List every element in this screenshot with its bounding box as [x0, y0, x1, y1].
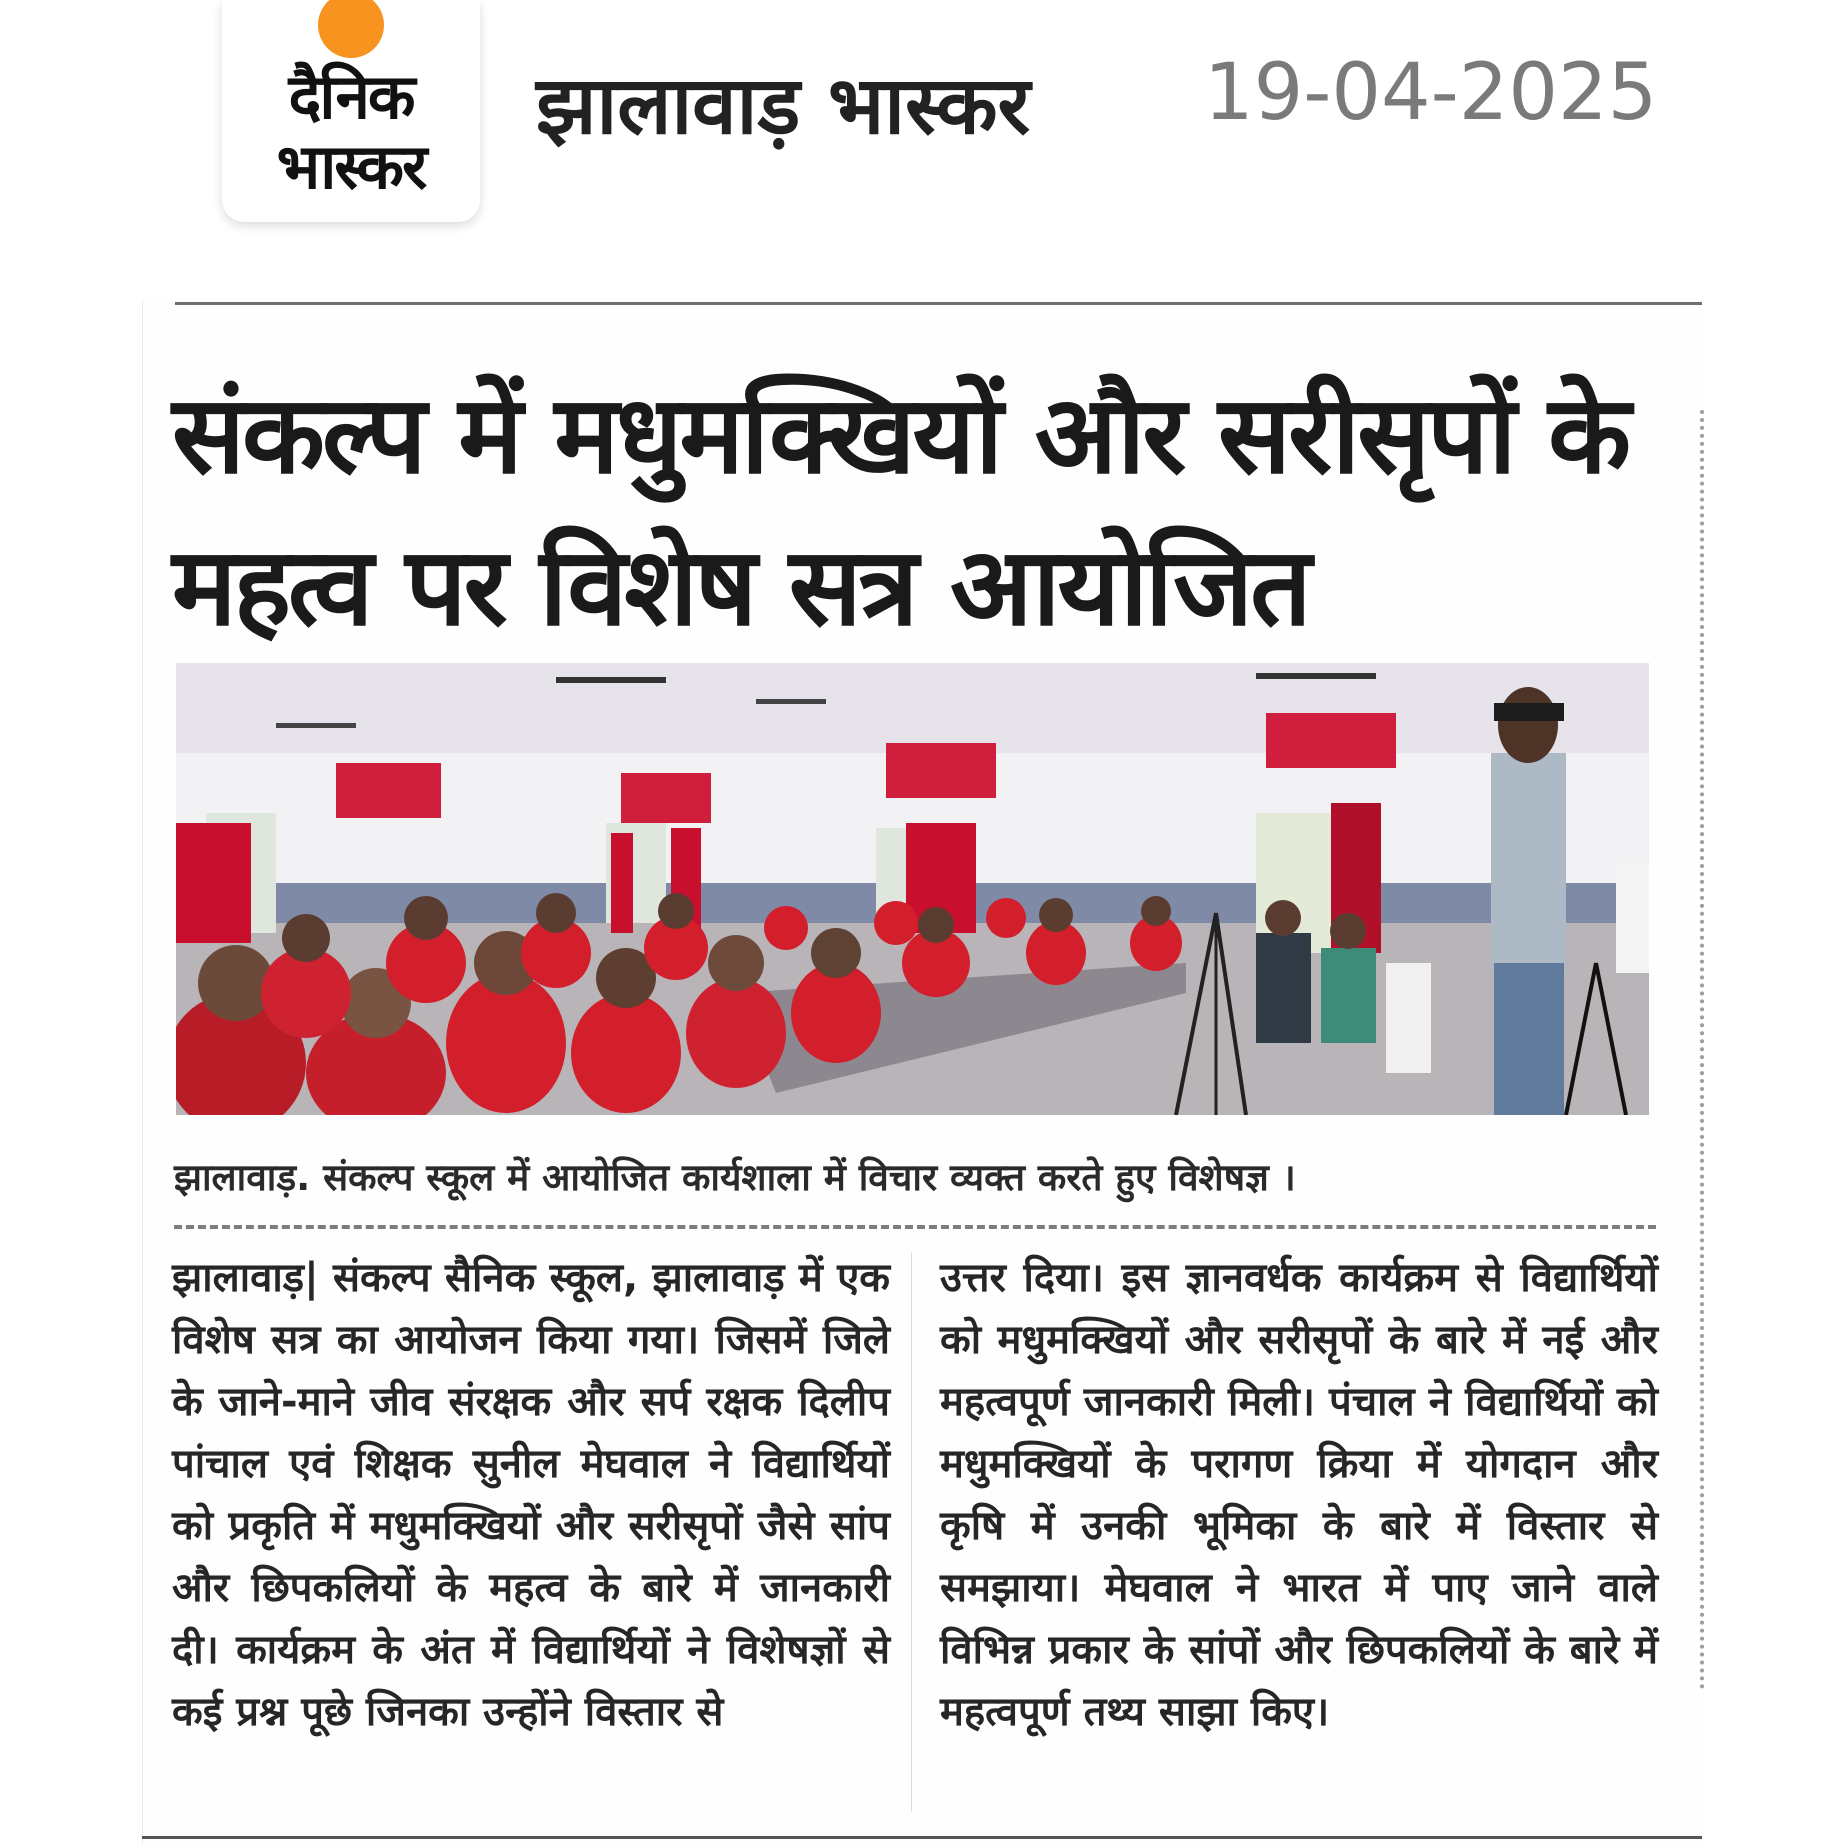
curtain: [611, 833, 633, 933]
bottom-rule: [142, 1836, 1702, 1839]
ceiling-fan: [556, 677, 666, 683]
sun-logo-icon: [318, 0, 384, 58]
seated-guest: [1386, 963, 1431, 1073]
seated-guest: [1321, 948, 1376, 1043]
white-board: [1616, 863, 1649, 973]
curtain-valance: [336, 763, 441, 818]
ceiling-fan: [276, 723, 356, 728]
column-separator: [911, 1252, 912, 1812]
curtain-valance: [1266, 713, 1396, 768]
ceiling: [176, 663, 1649, 753]
curtain-valance: [621, 773, 711, 823]
speaker-hair: [1494, 703, 1564, 721]
curtain-valance: [886, 743, 996, 798]
logo-line-1: दैनिक: [288, 60, 414, 133]
ceiling-fan: [756, 699, 826, 704]
newspaper-logo: [222, 0, 480, 222]
curtain: [176, 823, 251, 943]
edition-name: झालावाड़ भास्कर: [536, 59, 1031, 152]
article-headline: संकल्प में मधुमक्खियों और सरीसृपों के महत्व पर विशेष सत्र आयोजित: [172, 373, 1629, 650]
seated-guest-head: [1330, 913, 1366, 949]
classroom-photo-illustration: [176, 663, 1649, 1115]
dashed-separator: [174, 1225, 1656, 1229]
speaker-head: [1498, 687, 1558, 763]
speaker-shirt: [1491, 753, 1566, 973]
article-body-left-column: झालावाड़| संकल्प सैनिक स्कूल, झालावाड़ में एक विशेष सत्र का आयोजन किया गया। जिसमें जिले के जाने-माने जीव संरक्षक और सर्प रक्षक दिलीप पांचाल एवं शिक्षक सुनील मेघवाल ने विद्यार्थियों को प्रकृति में मधुमक्खियों और सरीसृपों जैसे सांप और छिपकलियों के महत्व के बारे में जानकारी दी। कार्यक्रम के अंत में विद्यार्थियों ने विशेषज्ञों से कई प्रश्न पूछे जिनका उन्होंने विस्तार से: [172, 1255, 890, 1735]
ceiling-fan: [1256, 673, 1376, 679]
classroom-photo: [176, 663, 1649, 1115]
seated-guest-head: [1265, 900, 1301, 936]
seated-guest: [1256, 933, 1311, 1043]
speaker-jeans: [1494, 963, 1564, 1115]
photo-caption: झालावाड़. संकल्प स्कूल में आयोजित कार्यशाला में विचार व्यक्त करते हुए विशेषज्ञ ।: [174, 1156, 1296, 1199]
logo-line-2: भास्कर: [276, 130, 426, 203]
logo-wordmark: [277, 62, 426, 202]
right-dotted-rule: [1700, 410, 1708, 1690]
top-rule: [175, 302, 1702, 305]
publication-date: 19-04-2025: [1204, 48, 1658, 138]
article-body-right-column: उत्तर दिया। इस ज्ञानवर्धक कार्यक्रम से विद्यार्थियों को मधुमक्खियों और सरीसृपों के बारे में नई और महत्वपूर्ण जानकारी मिली। पंचाल ने विद्यार्थियों को मधुमक्खियों के परागण क्रिया में योगदान और कृषि में उनकी भूमिका के बारे में विस्तार से समझाया। मेघवाल ने भारत में पाए जाने वाले विभिन्न प्रकार के सांपों और छिपकलियों के बारे में महत्वपूर्ण तथ्य साझा किए।: [940, 1255, 1658, 1735]
